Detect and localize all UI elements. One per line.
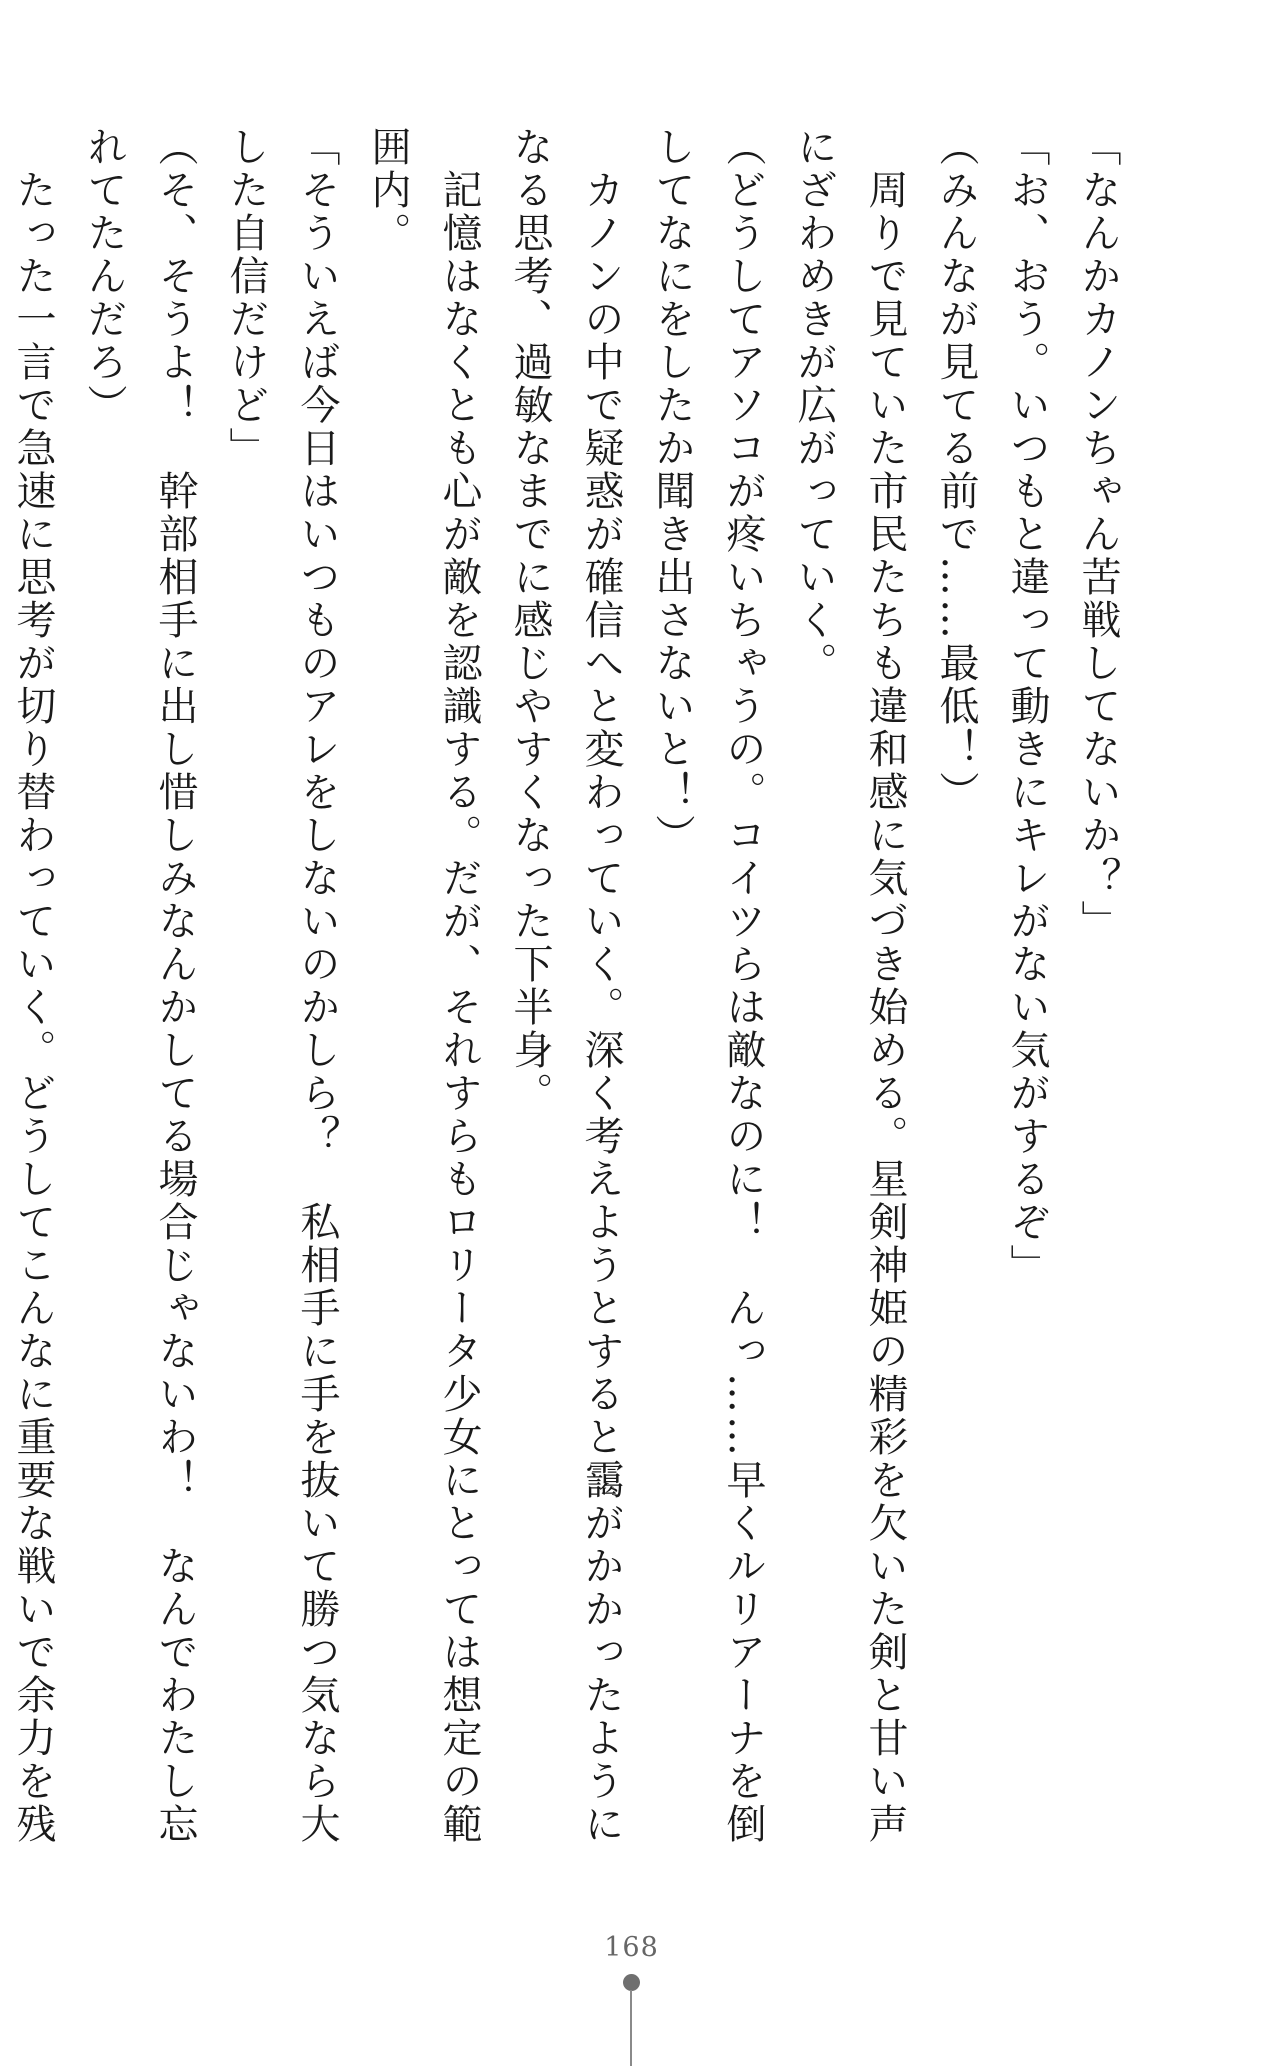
text-line-13: した自信だけど」 [223, 126, 269, 470]
text-line-14: （そ、そうよ！ 幹部相手に出し惜しみなんかしてる場合じゃないわ！ なんでわたし忘 [152, 126, 198, 1846]
text-line-2: 「お、おう。いつもと違って動きにキレがない気がするぞ」 [1004, 126, 1050, 1287]
page-number: 168 [604, 1932, 659, 1963]
vertical-text-body [10, 126, 1133, 1886]
text-line-16: たった一言で急速に思考が切り替わっていく。どうしてこんなに重要な戦いで余力を残 [10, 126, 56, 1846]
text-line-3: （みんなが見てる前で……最低！） [933, 126, 979, 814]
text-line-6: （どうしてアソコが疼いちゃうの。コイツらは敵なのに！ んっ……早くルリアーナを倒 [720, 126, 766, 1846]
page-marker-line [630, 1990, 632, 2066]
text-line-11: 囲内。 [365, 126, 411, 255]
text-line-5: にざわめきが広がっていく。 [791, 126, 837, 685]
text-line-7: してなにをしたか聞き出さないと！） [649, 126, 695, 857]
text-line-9: なる思考、過敏なまでに感じやすくなった下半身。 [507, 126, 553, 1115]
text-line-8: カノンの中で疑惑が確信へと変わっていく。深く考えようとすると靄がかかったように [578, 126, 624, 1846]
page-marker-dot [623, 1974, 640, 1991]
text-line-15: れてたんだろ） [81, 126, 127, 427]
text-line-12: 「そういえば今日はいつものアレをしないのかしら？ 私相手に手を抜いて勝つ気なら大 [294, 126, 340, 1846]
text-line-4: 周りで見ていた市民たちも違和感に気づき始める。星剣神姫の精彩を欠いた剣と甘い声 [862, 126, 908, 1846]
text-line-1: 「なんかカノンちゃん苦戦してないか？」 [1075, 126, 1121, 943]
text-line-10: 記憶はなくとも心が敵を認識する。だが、それすらもロリータ少女にとっては想定の範 [436, 126, 482, 1846]
